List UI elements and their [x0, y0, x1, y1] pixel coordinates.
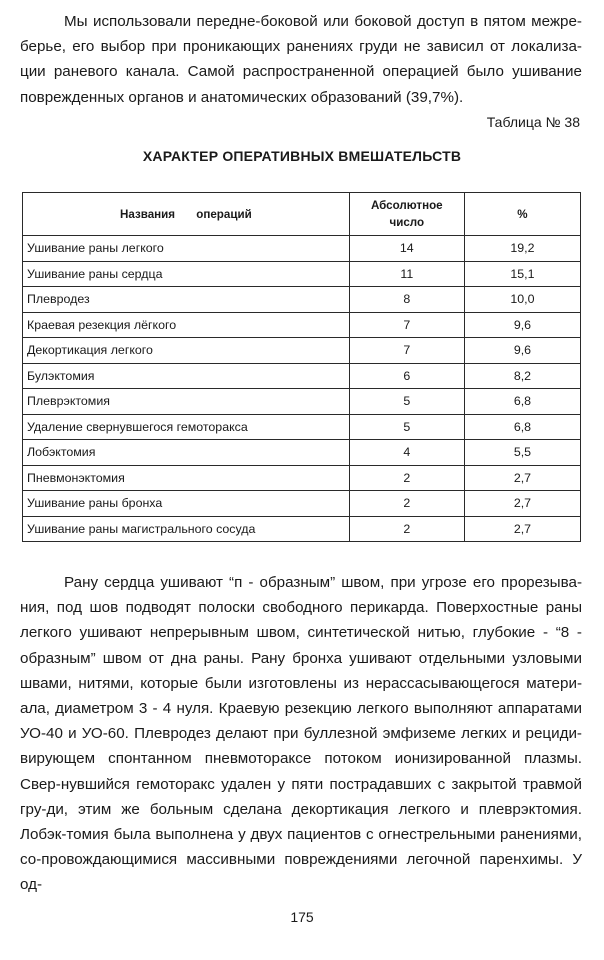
- cell-absolute: 2: [349, 465, 464, 491]
- intro-paragraph: Мы использовали передне-боковой или боковой доступ в пятом межре-берье, его выбор при проникающих ранениях груди не зависил от локализа-ции раневого канала. Самой распространенной операцией было ушивание поврежденных органов и анатомических образований (39,7%).: [20, 13, 582, 106]
- table-row: [23, 312, 581, 338]
- cell-percent: 2,7: [464, 465, 580, 491]
- cell-absolute: 4: [349, 440, 464, 466]
- cell-operation-name: Ушивание раны сердца: [23, 261, 350, 287]
- cell-percent: 6,8: [464, 389, 580, 415]
- cell-absolute: 8: [349, 287, 464, 313]
- cell-percent: 9,6: [464, 312, 580, 338]
- cell-operation-name: Пневмонэктомия: [23, 465, 350, 491]
- cell-percent: 8,2: [464, 363, 580, 389]
- table-row: [23, 516, 581, 542]
- table-row: [23, 363, 581, 389]
- cell-absolute: 7: [349, 338, 464, 364]
- cell-operation-name: Лобэктомия: [23, 440, 350, 466]
- cell-operation-name: Плевродез: [23, 287, 350, 313]
- table-header-row: [23, 193, 581, 236]
- cell-percent: 19,2: [464, 236, 580, 262]
- table-title: ХАРАКТЕР ОПЕРАТИВНЫХ ВМЕШАТЕЛЬСТВ: [142, 148, 462, 164]
- table-row: [23, 491, 581, 517]
- cell-percent: 9,6: [464, 338, 580, 364]
- cell-operation-name: Булэктомия: [23, 363, 350, 389]
- cell-absolute: 5: [349, 389, 464, 415]
- cell-operation-name: Ушивание раны легкого: [23, 236, 350, 262]
- cell-operation-name: Декортикация легкого: [23, 338, 350, 364]
- page-number: 175: [290, 909, 314, 925]
- table-row: [23, 338, 581, 364]
- cell-operation-name: Ушивание раны бронха: [23, 491, 350, 517]
- table-row: [23, 414, 581, 440]
- body-paragraph: Рану сердца ушивают “п - образным” швом, при угрозе его прорезыва-ния, под шов подводят полоски свободного перикарда. Поверхостные раны легкого ушивают непрерывным швом, синтетической нитью, глубокие - “8 - образным” швом от дна раны. Рану бронха ушивают отдельными узловыми швами, нитями, которые были изготовлены из нерассасывающегося матери-ала, диаметром 3 - 4 нуля. Краевую резекцию легкого выполняют аппаратами УО-40 и УО-60. Плевродез делают при буллезной эмфиземе легких и рециди-вирующем спонтанном пневмотораксе потоком ионизированной плазмы. Свер-нувшийся гемоторакс удален у пяти пострадавших с закрытой травмой гру-ди, этим же больным сделана декортикация легкого и плеврэктомия. Лобэк-томия была выполнена у двух пациентов с огнестрельными ранениями, со-провождающимися массивными повреждениями легочной паренхимы. У од-: [20, 574, 582, 894]
- header-absolute-number: Абсолютное число: [349, 193, 464, 236]
- table-caption: Таблица № 38: [486, 114, 580, 130]
- cell-operation-name: Удаление свернувшегося гемоторакса: [23, 414, 350, 440]
- header-percent: %: [464, 193, 580, 236]
- table-row: [23, 287, 581, 313]
- cell-percent: 2,7: [464, 516, 580, 542]
- operations-table: [22, 192, 581, 542]
- cell-operation-name: Краевая резекция лёгкого: [23, 312, 350, 338]
- table-row: [23, 389, 581, 415]
- cell-percent: 2,7: [464, 491, 580, 517]
- cell-absolute: 7: [349, 312, 464, 338]
- table-row: [23, 465, 581, 491]
- cell-percent: 10,0: [464, 287, 580, 313]
- cell-absolute: 6: [349, 363, 464, 389]
- cell-absolute: 14: [349, 236, 464, 262]
- header-operation-name: Названия операций: [23, 193, 350, 236]
- table-row: [23, 261, 581, 287]
- cell-absolute: 11: [349, 261, 464, 287]
- cell-operation-name: Плеврэктомия: [23, 389, 350, 415]
- table-row: [23, 236, 581, 262]
- cell-absolute: 2: [349, 491, 464, 517]
- cell-percent: 5,5: [464, 440, 580, 466]
- cell-absolute: 5: [349, 414, 464, 440]
- cell-percent: 15,1: [464, 261, 580, 287]
- cell-absolute: 2: [349, 516, 464, 542]
- cell-percent: 6,8: [464, 414, 580, 440]
- table-row: [23, 440, 581, 466]
- cell-operation-name: Ушивание раны магистрального сосуда: [23, 516, 350, 542]
